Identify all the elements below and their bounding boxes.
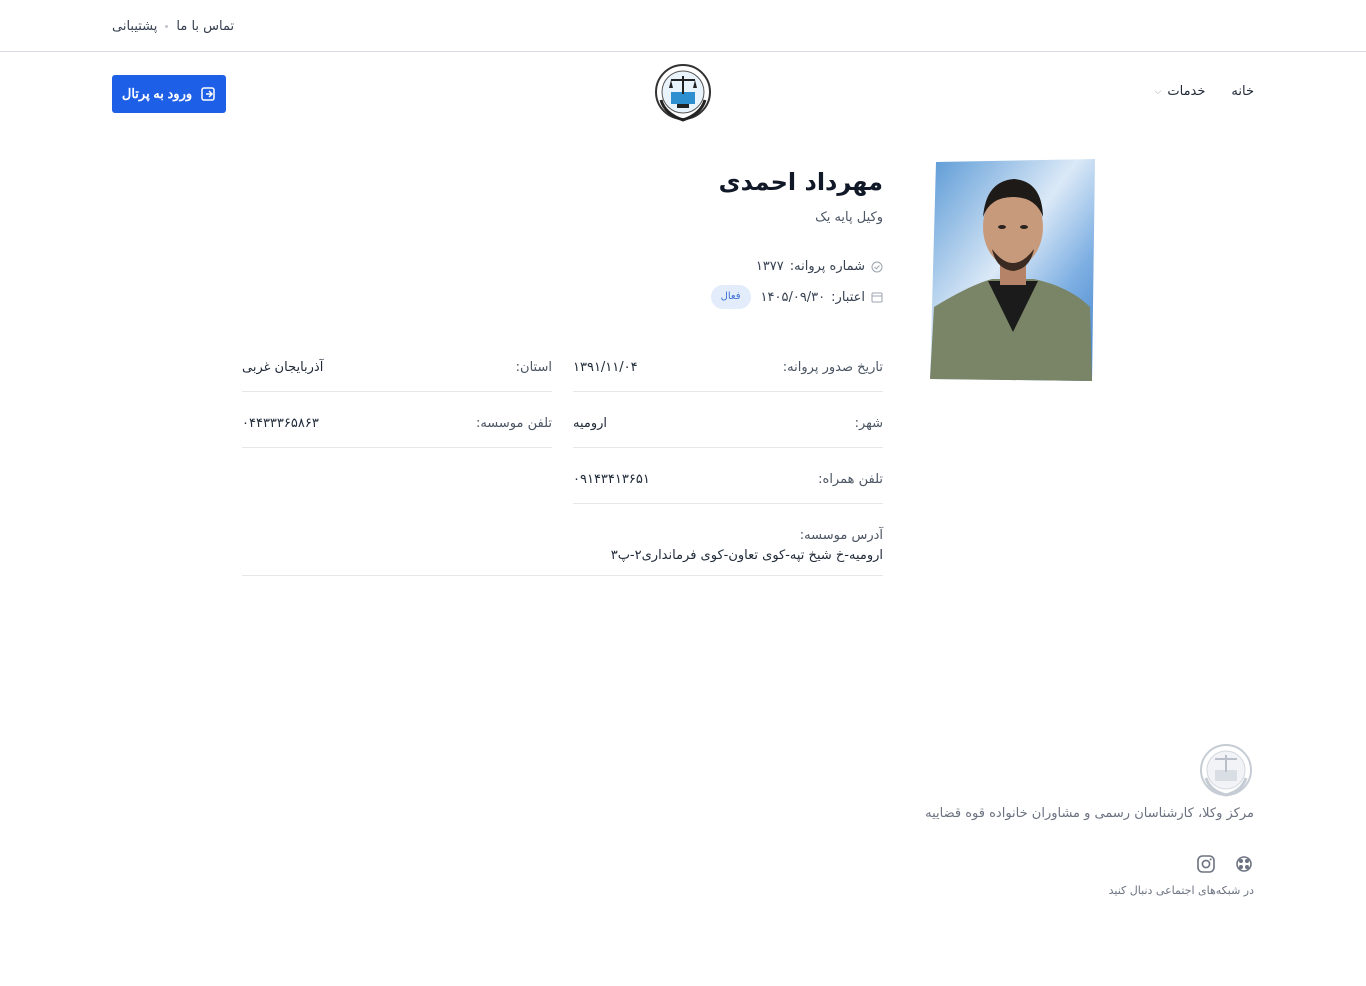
footer-logo-icon [1198, 742, 1254, 798]
social-links [1196, 854, 1254, 874]
office-phone-value: ۰۴۴۳۳۳۶۵۸۶۳ [242, 416, 319, 431]
validity-label: اعتبار: [831, 289, 865, 305]
instagram-icon[interactable] [1196, 854, 1216, 874]
mobile-label: تلفن همراه: [818, 472, 883, 487]
main-nav [1155, 84, 1254, 99]
nav-home[interactable] [1231, 84, 1254, 99]
aparat-icon[interactable] [1234, 854, 1254, 874]
city-value: ارومیه [573, 416, 608, 431]
address-field [242, 526, 883, 576]
portal-login-label: ورود به پرتال [121, 86, 193, 101]
issue-date-field [573, 352, 883, 392]
office-phone-label: تلفن موسسه: [475, 416, 552, 431]
footer-org-title: مرکز وکلا، کارشناسان رسمی و مشاوران خانواده قوه قضاییه [925, 806, 1254, 821]
status-badge: فعال [711, 285, 751, 309]
separator-dot [165, 25, 168, 28]
license-label: شماره پروانه: [789, 259, 865, 274]
validity-row [711, 285, 883, 309]
license-number: ۱۳۷۷ [755, 259, 784, 274]
chevron-down-icon: ⌵ [1154, 86, 1162, 97]
address-value: ارومیه-خ شیخ تپه-کوی تعاون-کوی فرمانداری۲-پ۳ [610, 548, 883, 563]
nav-services-label: خدمات [1167, 84, 1206, 99]
contact-link[interactable]: تماس با ما [176, 18, 235, 34]
office-phone-field [242, 408, 552, 448]
province-label: استان: [515, 360, 552, 375]
license-row [756, 259, 883, 274]
city-field [573, 408, 883, 448]
login-icon [200, 86, 216, 102]
lawyer-name: مهرداد احمدی [718, 168, 883, 196]
judiciary-logo-icon[interactable] [653, 62, 713, 124]
address-label: آدرس موسسه: [799, 528, 883, 543]
lawyer-photo [930, 157, 1096, 382]
lawyer-title: وکیل پایه یک [815, 210, 883, 225]
nav-home-label: خانه [1231, 84, 1254, 99]
mobile-value: ۰۹۱۴۳۴۱۳۶۵۱ [573, 472, 650, 487]
main-header [0, 52, 1366, 134]
top-bar [0, 0, 1366, 52]
portal-login-button[interactable] [112, 75, 226, 113]
validity-date: ۱۴۰۵/۰۹/۳۰ [760, 289, 826, 305]
footer-follow-text: در شبکه‌های اجتماعی دنبال کنید [1108, 884, 1254, 897]
issue-date-value: ۱۳۹۱/۱۱/۰۴ [573, 360, 638, 375]
province-value: آذربایجان غربی [242, 360, 324, 375]
city-label: شهر: [854, 416, 883, 431]
check-circle-icon [871, 261, 883, 273]
province-field [242, 352, 552, 392]
issue-date-label: تاریخ صدور پروانه: [782, 360, 883, 375]
nav-services[interactable] [1155, 84, 1206, 99]
top-links [112, 16, 234, 36]
mobile-field [573, 464, 883, 504]
calendar-icon [871, 291, 883, 303]
support-link[interactable]: پشتیبانی [112, 18, 158, 34]
